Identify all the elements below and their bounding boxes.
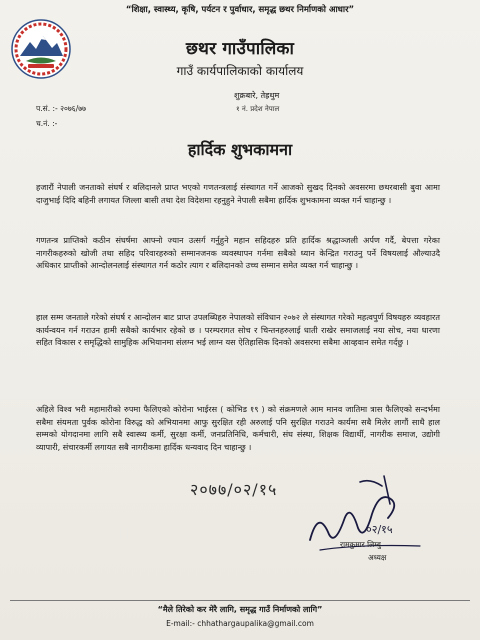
office-subtitle: गाउँ कार्यपालिकाको कार्यालय bbox=[176, 64, 304, 78]
letter-paragraph: हाल सम्म जनताले गरेको संघर्ष र आन्दोलन बाट प्राप्त उपलब्धिहरु नेपालको संविधान २०७२ ले संस्थागत गरेको महत्वपुर्ण विषयहरु व्यवहारत कार्यन्वयन गर्न गराउन हामी सबैको कार्यभार रहेको छ । परम्परागत सोच र चिन्तनहरुलाई धाती राखेर समाजलाई नया सोच, नया धारणा सहित विकास र समृद्धिको सामुहिक अभियानमा संलग्न भई लाग्न यस ऐतिहासिक दिनको अवसरमा सबैमा आव्हवान समेत गर्दछु । bbox=[36, 312, 440, 348]
footer-divider bbox=[10, 600, 470, 601]
signatory-name: रामकुमार लिम्बु bbox=[340, 540, 381, 549]
reference-number: प.सं. :- २०७६/७७ bbox=[36, 104, 87, 113]
letter-paragraph: हजारौं नेपाली जनताको संघर्ष र बलिदानले प्राप्त भएको गणतन्त्रलाई संस्थागत गर्ने आजको सुखद दिनको अवसरमा छथरबासी बुवा आमा दाजुभाई दिदि बहिनी लगायत जिल्ला बासी तथा देश विदेशमा रहनुहुने नेपाली सबैमा हार्दिक शुभकामना व्यक्त गर्न चाहान्छु । bbox=[36, 182, 440, 205]
motto: “शिक्षा, स्वास्थ्य, कृषि, पर्यटन र पुर्वाधार, समृद्ध छथर निर्माणको आधार” bbox=[125, 5, 355, 15]
signatory-role: अध्यक्ष bbox=[368, 553, 387, 562]
letter-title: हार्दिक शुभकामना bbox=[187, 140, 293, 159]
letter-paragraph: अहिले विश्व भरी महामारीको रुपमा फैलिएको कोरोना भाईरस ( कोभिड १९ ) को संक्रमणले आम मानव जातिमा त्रास फैलिएको सन्दर्भमा सबैमा संयमता पुर्वक कोरोना विरुद्ध को अभियानमा आफु सुरक्षित रही अरुलाई पनि सुरक्षित गराउने कार्यमा सबै मिलेर लागौं साथै हाल सम्मको योगदानमा लागि सबै स्वास्थ्य कर्मी, सुरक्षा कर्मी, जनप्रतिनिधि, कर्मचारी, संघ संस्था, शिक्षक विद्यार्थी, नागरीक समाज, उद्योगी व्यापारी, संचारकर्मी लगायत सबै नागरीकमा हार्दिक धन्यवाद दिन चाहान्छु । bbox=[36, 404, 440, 452]
office-province: १ नं. प्रदेश नेपाल bbox=[236, 105, 280, 113]
dispatch-number: च.नं. :- bbox=[36, 119, 58, 128]
signature-date: ०२/१५ bbox=[366, 523, 393, 536]
letter-date: २०७७/०२/१५ bbox=[190, 480, 278, 499]
footer-slogan: “मैले तिरेको कर मेरै लागि, समृद्ध गाउँ निर्माणको लागि” bbox=[157, 605, 323, 614]
office-place: शुक्रबारे, तेह्रथुम bbox=[234, 91, 280, 100]
letter-paragraph: गणतन्त्र प्राप्तिको कठीन संघर्षमा आफ्नो ज्यान उत्सर्ग गर्नुहुने महान सहिदहरु प्रति हार्दिक श्रद्धाञ्जली अर्पण गर्दै, बेपत्ता गरेका नागरीकहरुको खोजी तथा सहिद परिवारहरुको सम्मानजनक व्यवस्थापन गर्नमा सबैको ध्यान केन्द्रित गराउनु पर्ने विषयलाई औल्याउदै अधिकार प्राप्तीको आन्दोलनलाई संस्थागत गर्न कठोर त्याग र बलिदानको उच्च सम्मान समेत व्यक्त गर्न चाहान्छु । bbox=[36, 235, 440, 271]
footer-email: E-mail:- chhathargaupalika@gmail.com bbox=[166, 619, 314, 628]
office-name: छथर गाउँपालिका bbox=[185, 39, 295, 59]
